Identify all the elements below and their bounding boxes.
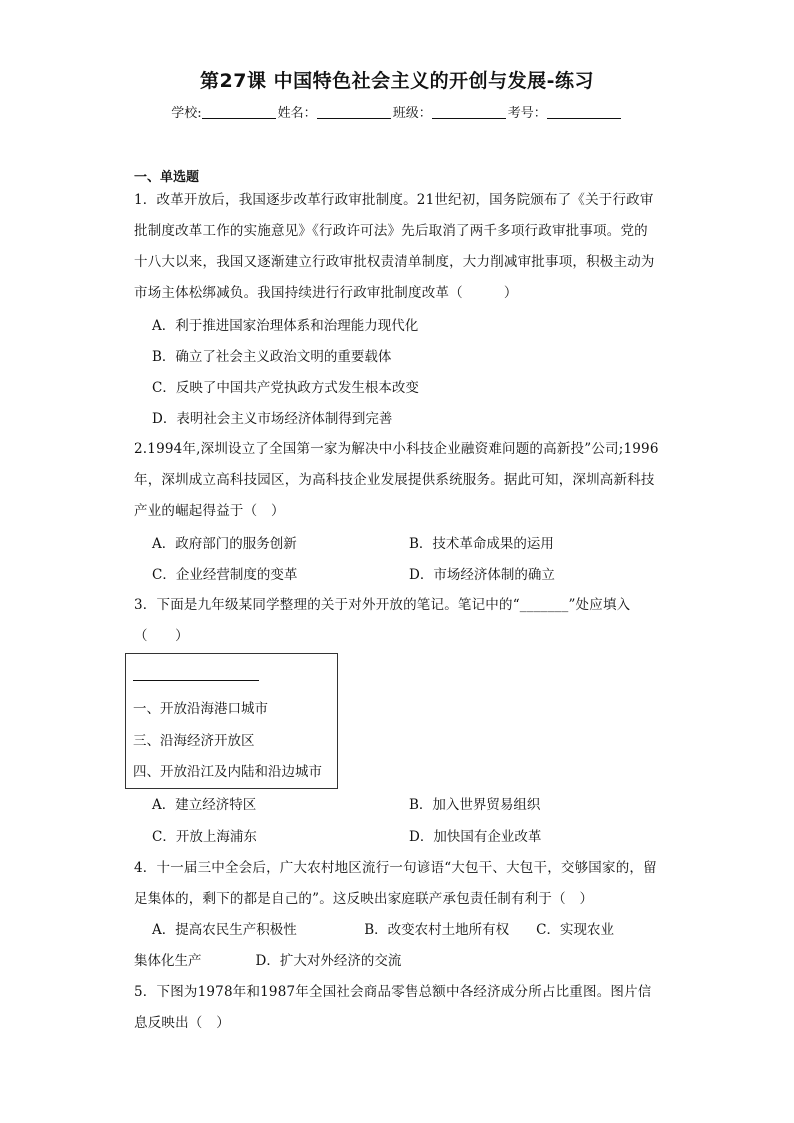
exam-no-blank[interactable]	[547, 106, 621, 119]
stem-line: 4．十一届三中全会后，广大农村地区流行一句谚语“大包干、大包干，交够国家的，留	[134, 860, 657, 876]
exam-no-label: 考号：	[507, 106, 547, 121]
name-label: 姓名：	[277, 106, 317, 121]
class-blank[interactable]	[432, 106, 506, 119]
stem-line: （ ）	[134, 628, 189, 644]
note-box	[125, 653, 338, 789]
q3-option-a[interactable]: A．建立经济特区	[152, 797, 257, 813]
q2-option-b[interactable]: B．技术革命成果的运用	[409, 536, 554, 552]
stem-line: 2.1994年,深圳设立了全国第一家为解决中小科技企业融资难问题的高新投”公司;1996	[134, 441, 659, 457]
class-label: 班级：	[392, 106, 432, 121]
stem-line: 十八大以来，我国又逐渐建立行政审批权责清单制度，大力削减审批事项，积极主动为	[134, 254, 655, 270]
name-blank[interactable]	[317, 106, 391, 119]
school-label: 学校:	[171, 106, 202, 121]
q1-option-d[interactable]: D．表明社会主义市场经济体制得到完善	[152, 411, 393, 427]
section-title: 一、单选题	[134, 170, 200, 185]
q1-option-b[interactable]: B．确立了社会主义政治文明的重要载体	[152, 349, 392, 365]
stem-line: 年，深圳成立高科技园区，为高科技企业发展提供系统服务。据此可知，深圳高新科技	[134, 472, 655, 488]
stem-line: 产业的崛起得益于（ ）	[134, 503, 285, 519]
stem-line: 1．改革开放后，我国逐步改革行政审批制度。21世纪初，国务院颁布了《关于行政审	[134, 192, 654, 208]
student-info-line	[0, 102, 794, 121]
note-line: 四、开放沿江及内陆和沿边城市	[133, 764, 322, 780]
q3-option-d[interactable]: D．加快国有企业改革	[409, 829, 542, 845]
q1-option-a[interactable]: A．利于推进国家治理体系和治理能力现代化	[152, 318, 419, 334]
stem-line: 足集体的，剩下的都是自己的”。这反映出家庭联产承包责任制有利于（ ）	[134, 891, 594, 907]
note-line: 一、开放沿海港口城市	[133, 701, 268, 717]
question-1-stem	[134, 185, 664, 309]
school-blank[interactable]	[202, 106, 276, 119]
question-3-stem	[134, 590, 664, 652]
question-2-stem	[134, 434, 664, 527]
q2-option-a[interactable]: A．政府部门的服务创新	[152, 536, 297, 552]
page-title: 第27课 中国特色社会主义的开创与发展-练习	[200, 70, 594, 92]
q3-option-c[interactable]: C．开放上海浦东	[152, 829, 257, 845]
stem-line: 批制度改革工作的实施意见》《行政许可法》先后取消了两千多项行政审批事项。党的	[134, 223, 648, 239]
q2-option-c[interactable]: C．企业经营制度的变革	[152, 567, 298, 583]
question-5-stem	[134, 977, 664, 1039]
stem-line: 5．下图为1978年和1987年全国社会商品零售总额中各经济成分所占比重图。图片信	[134, 984, 652, 1000]
question-4-stem	[134, 853, 664, 915]
stem-line: 息反映出（ ）	[134, 1015, 230, 1031]
stem-line: 3．下面是九年级某同学整理的关于对外开放的笔记。笔记中的“_______”处应填入	[134, 597, 631, 613]
note-blank-line	[133, 680, 259, 681]
stem-line: 市场主体松绑减负。我国持续进行行政审批制度改革（ ）	[134, 285, 518, 301]
note-line: 三、沿海经济开放区	[133, 733, 255, 749]
q4-options-line-2[interactable]: 集体化生产 D．扩大对外经济的交流	[134, 953, 402, 969]
q3-option-b[interactable]: B．加入世界贸易组织	[409, 797, 541, 813]
q2-option-d[interactable]: D．市场经济体制的确立	[409, 567, 555, 583]
q4-options-line-1[interactable]: A．提高农民生产积极性 B．改变农村土地所有权 C．实现农业	[152, 922, 614, 938]
q1-option-c[interactable]: C．反映了中国共产党执政方式发生根本改变	[152, 380, 419, 396]
